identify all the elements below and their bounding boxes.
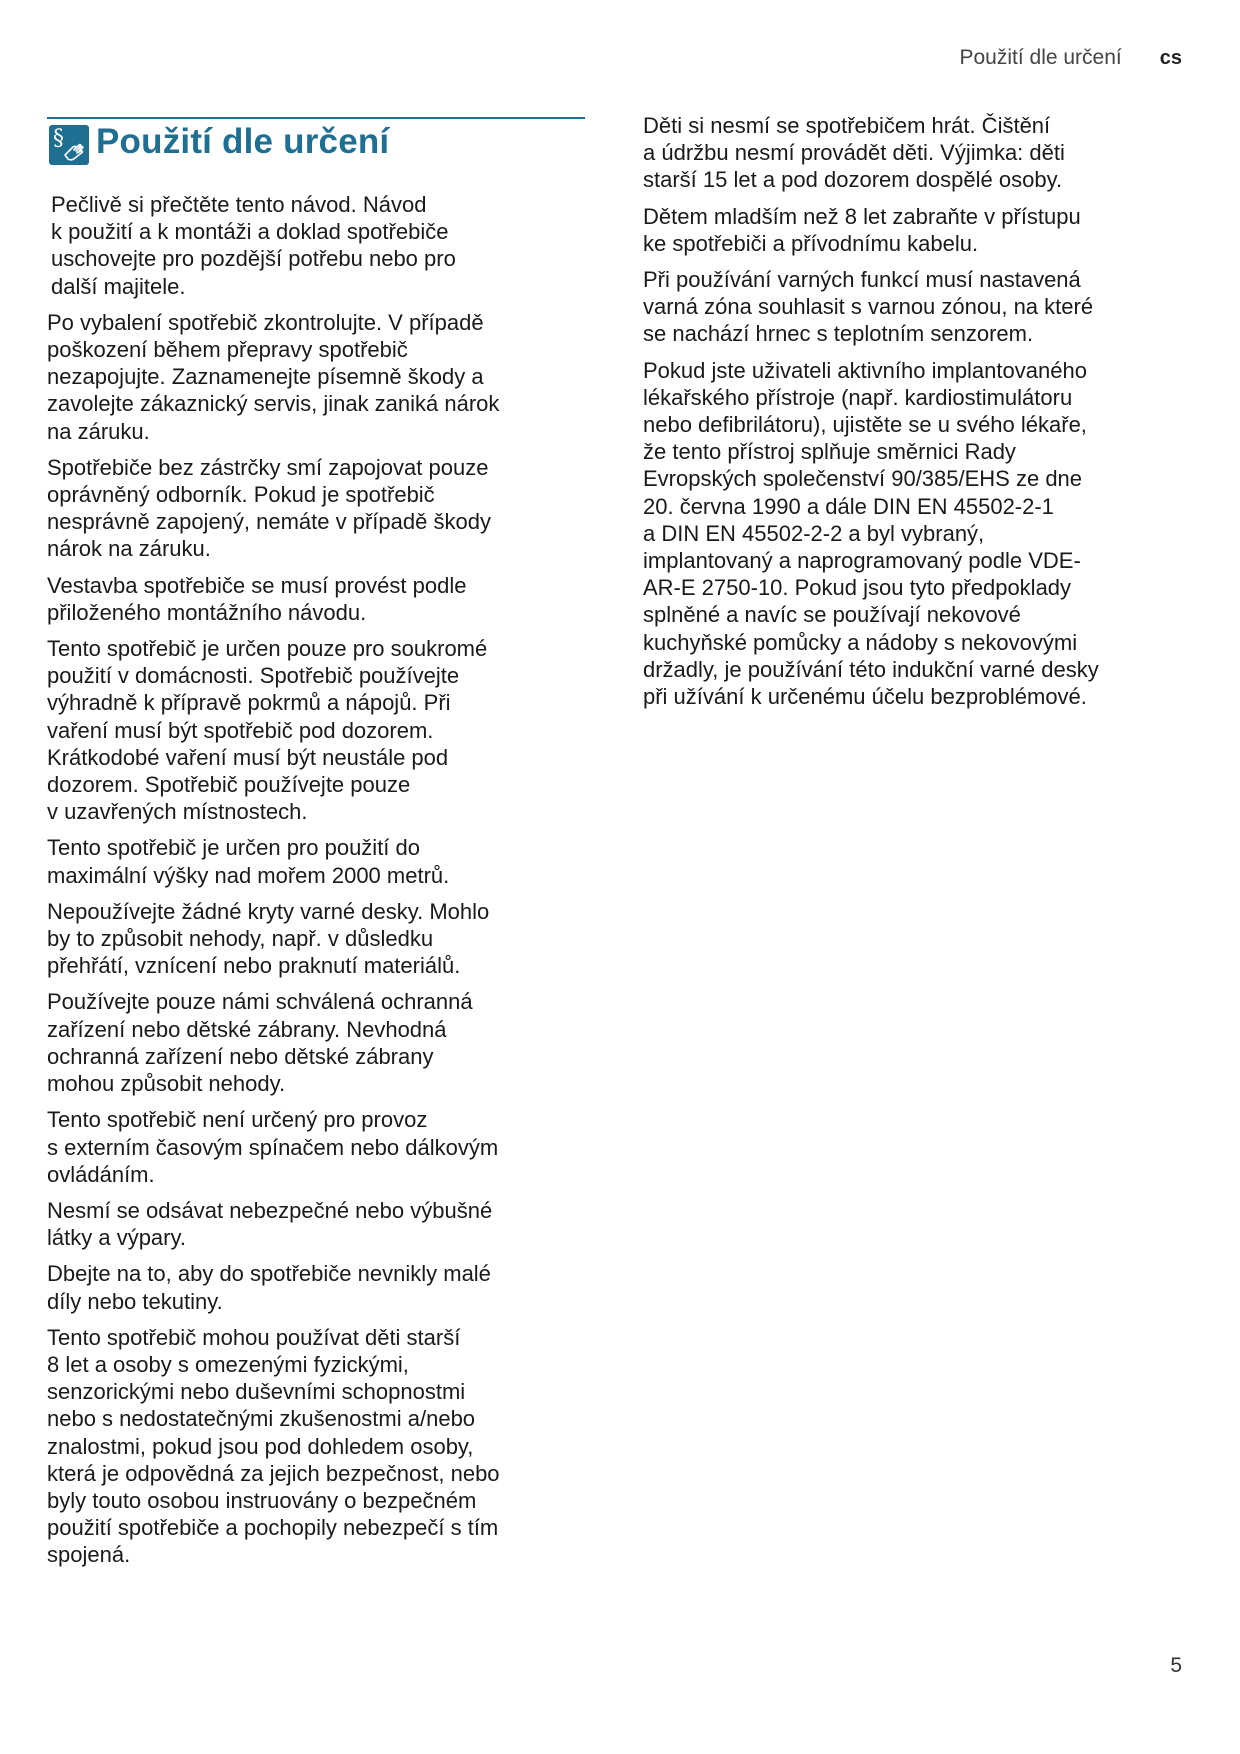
paragraph-external-timer: Tento spotřebič není určený pro provoz s externím časovým spínačem nebo dálkovým ovládáním. bbox=[47, 1107, 499, 1187]
paragraph-altitude: Tento spotřebič je určen pro použití do maximální výšky nad mořem 2000 metrů. bbox=[47, 835, 450, 888]
right-column bbox=[643, 112, 1183, 719]
header-language-code: cs bbox=[1159, 47, 1182, 69]
section-paragraph-hand-icon: § bbox=[49, 125, 89, 165]
paragraph-hazardous-substances: Nesmí se odsávat nebezpečné nebo výbušné látky a výpary. bbox=[47, 1197, 493, 1251]
paragraph-children-under-8: Dětem mladším než 8 let zabraňte v přístupu ke spotřebiči a přívodnímu kabelu. bbox=[643, 203, 1081, 256]
running-header bbox=[959, 46, 1182, 70]
paragraph-no-covers: Nepoužívejte žádné kryty varné desky. Mohlo by to způsobit nehody, např. v důsledku přehřátí, vznícení nebo praknutí materiálů. bbox=[47, 898, 490, 979]
paragraph-read-manual: Pečlivě si přečtěte tento návod. Návod k použití a k montáži a doklad spotřebiče uschovejte pro pozdější potřebu nebo pro další majitele. bbox=[51, 192, 456, 299]
paragraph-installation: Vestavba spotřebiče se musí provést podle přiloženého montážního návodu. bbox=[47, 572, 467, 625]
section-heading bbox=[47, 117, 585, 169]
header-section-title: Použití dle určení bbox=[959, 46, 1122, 69]
paragraph-medical-implant: Pokud jste uživateli aktivního implantovaného lékařského přístroje (např. kardiostimulátoru nebo defibrilátoru), ujistěte se u svého lékaře, že tento přístroj splňuje směrnici Rady Evropských společenství 90/385/EHS ze dne 20. června 1990 a dále DIN EN 45502-2-1 a DIN EN 45502-2-2 a byl vybraný, implantovaný a naprogramovaný podle VDE- AR-E 2750-10. Pokud jsou tyto předpoklady splněné a navíc se používají nekovové kuchyňské pomůcky a nádoby s nekovovými držadly, je používání této indukční varné desky při užívání k určenému účelu bezproblémové. bbox=[643, 357, 1099, 710]
paragraph-children-persons: Tento spotřebič mohou používat děti starší 8 let a osoby s omezenými fyzickými, senzorickými nebo duševními schopnostmi nebo s nedostatečnými zkušenostmi a/nebo znalostmi, pokud jsou pod dohledem osoby, která je odpovědná za jejich bezpečnost, nebo byly touto osobou instruovány o bezpečném použití spotřebiče a pochopily nebezpečí s tím spojená. bbox=[47, 1324, 500, 1568]
paragraph-small-parts: Dbejte na to, aby do spotřebiče nevnikly malé díly nebo tekutiny. bbox=[47, 1261, 491, 1314]
paragraph-children-play: Děti si nesmí se spotřebičem hrát. Čištění a údržbu nesmí provádět děti. Výjimka: děti starší 15 let a pod dozorem dospělé osoby. bbox=[643, 113, 1065, 193]
paragraph-protective-devices: Používejte pouze námi schválená ochranná zařízení nebo dětské zábrany. Nevhodná ochranná zařízení nebo dětské zábrany mohou způsobit nehody. bbox=[47, 989, 473, 1097]
paragraph-unpacking-check: Po vybalení spotřebič zkontrolujte. V případě poškození během přepravy spotřebič nezapojujte. Zaznamenejte písemně škody a zavolejte zákaznický servis, jinak zaniká nárok na záruku. bbox=[47, 309, 500, 444]
paragraph-domestic-use: Tento spotřebič je určen pouze pro soukromé použití v domácnosti. Spotřebič používejte výhradně k přípravě pokrmů a nápojů. Při vaření musí být spotřebič pod dozorem. Krátkodobé vaření musí být neustále pod dozorem. Spotřebič používejte pouze v uzavřených místnostech. bbox=[47, 636, 488, 825]
section-title: Použití dle určení bbox=[96, 122, 390, 161]
left-column bbox=[47, 117, 585, 1578]
page-number: 5 bbox=[1170, 1654, 1182, 1677]
paragraph-cooking-zone-sensor: Při používání varných funkcí musí nastavená varná zóna souhlasit s varnou zónou, na které se nachází hrnec s teplotním senzorem. bbox=[643, 267, 1094, 347]
paragraph-plug-connection: Spotřebiče bez zástrčky smí zapojovat pouze oprávněný odborník. Pokud je spotřebič nesprávně zapojený, nemáte v případě škody nárok na záruku. bbox=[47, 454, 491, 562]
